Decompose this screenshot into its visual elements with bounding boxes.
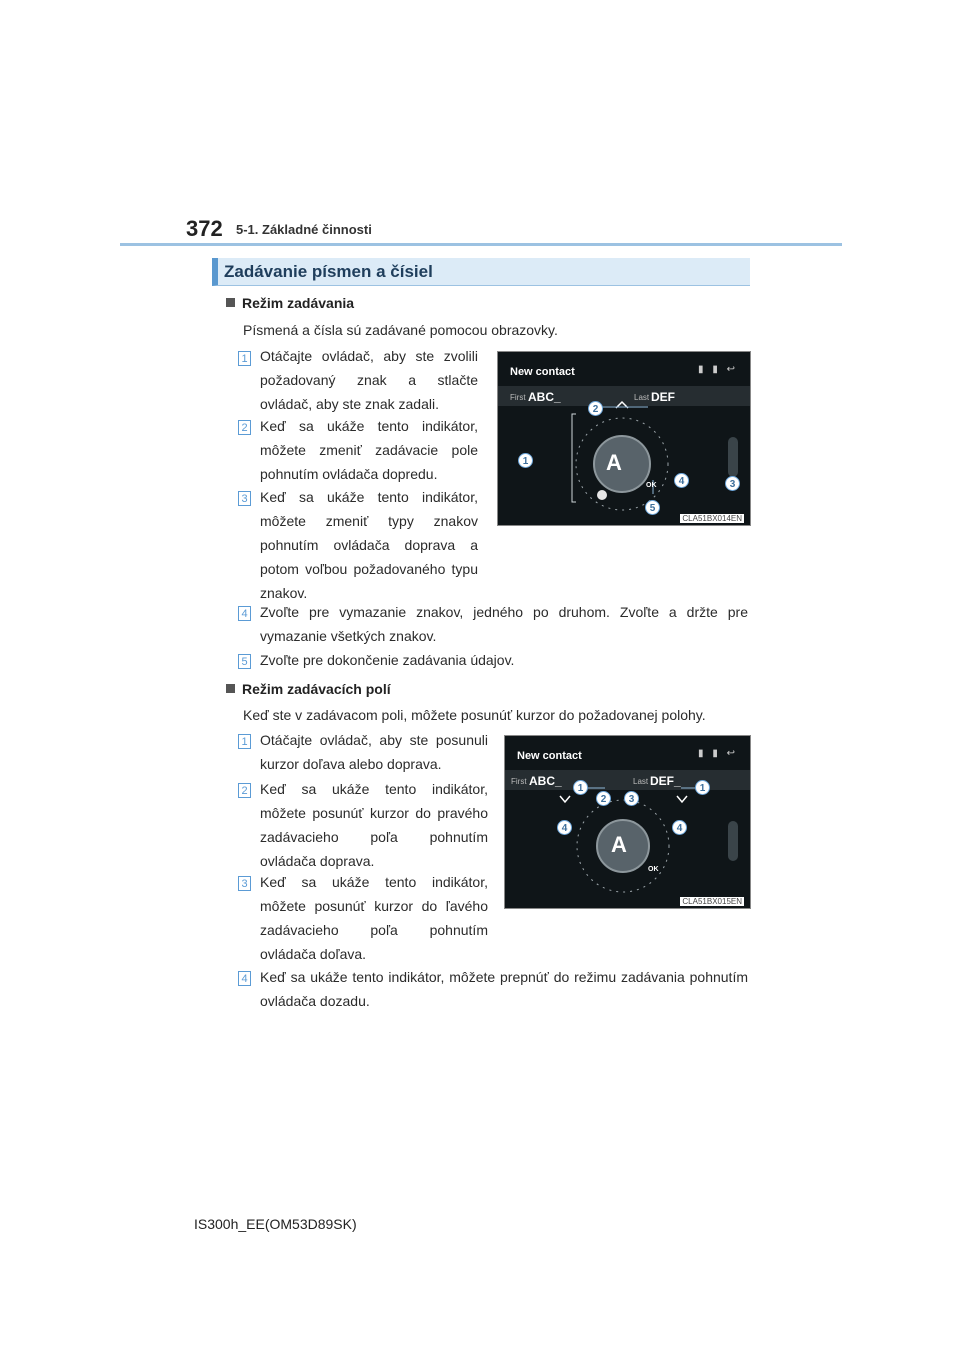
field-mode-item-4: Keď sa ukáže tento indikátor, môžete prepnúť do režimu zadávania pohnutím ovládača dozadu. <box>260 969 748 1009</box>
status-icons: ▮ ▮ ↩ <box>698 364 738 375</box>
item-number-badge: 3 <box>238 876 251 891</box>
input-mode-intro: Písmená a čísla sú zadávané pomocou obrazovky. <box>243 322 558 338</box>
figure-field-mode <box>504 735 751 909</box>
input-mode-heading-text: Režim zadávania <box>242 295 355 311</box>
field-mode-heading-text: Režim zadávacích polí <box>242 681 391 697</box>
bullet-square-icon <box>226 684 235 693</box>
last-label: Last <box>634 393 650 402</box>
header-divider <box>120 243 842 246</box>
item-number-badge: 5 <box>238 654 251 669</box>
item-number-badge: 1 <box>238 734 251 749</box>
center-letter: A <box>606 450 622 475</box>
input-mode-item-5: Zvoľte pre dokončenie zadávania údajov. <box>260 652 515 668</box>
item-number-badge: 4 <box>238 606 251 621</box>
chapter-title: 5-1. Základné činnosti <box>236 222 372 237</box>
field-mode-item-1: Otáčajte ovládač, aby ste posunuli kurzor doľava alebo doprava. <box>260 732 488 772</box>
item-number-badge: 4 <box>238 971 251 986</box>
last-label: Last <box>633 777 649 786</box>
status-icons: ▮ ▮ ↩ <box>698 748 738 759</box>
input-mode-heading <box>226 295 354 311</box>
input-mode-item-2: Keď sa ukáže tento indikátor, môžete zmeniť zadávacie pole pohnutím ovládača dopredu. <box>260 418 478 482</box>
footer-code: IS300h_EE(OM53D89SK) <box>194 1216 357 1232</box>
center-letter: A <box>611 832 627 857</box>
ok-label: OK <box>646 482 657 489</box>
last-value: DEF <box>651 390 675 404</box>
item-number-badge: 3 <box>238 491 251 506</box>
field-mode-item-3: Keď sa ukáže tento indikátor, môžete posunúť kurzor do ľavého zadávacieho poľa pohnutím ovládača doľava. <box>260 874 488 962</box>
callout-5: 5 <box>645 500 660 515</box>
callout-3: 3 <box>624 791 639 806</box>
callout-4-left: 4 <box>557 820 572 835</box>
first-value: ABC_ <box>528 390 561 404</box>
figure-code: CLA51BX014EN <box>682 514 742 523</box>
field-mode-heading <box>226 681 391 697</box>
screen-title: New contact <box>517 750 582 762</box>
screen-title: New contact <box>510 366 575 378</box>
input-mode-item-1: Otáčajte ovládač, aby ste zvolili požadovaný znak a stlačte ovládač, aby ste znak zadali. <box>260 348 478 412</box>
item-number-badge: 2 <box>238 420 251 435</box>
callout-2: 2 <box>588 401 603 416</box>
callout-2: 2 <box>596 791 611 806</box>
figure-input-mode <box>497 351 751 526</box>
callout-1-right: 1 <box>695 780 710 795</box>
first-value: ABC_ <box>529 774 562 788</box>
bullet-square-icon <box>226 298 235 307</box>
dial-graphic <box>505 736 750 908</box>
callout-1-left: 1 <box>573 780 588 795</box>
page-number: 372 <box>186 216 223 241</box>
callout-4-right: 4 <box>672 820 687 835</box>
dial-graphic <box>498 352 750 525</box>
callout-4: 4 <box>674 473 689 488</box>
first-label: First <box>511 777 527 786</box>
item-number-badge: 2 <box>238 783 251 798</box>
ok-label: OK <box>648 866 659 873</box>
last-value: DEF_ <box>650 774 681 788</box>
item-number-badge: 1 <box>238 351 251 366</box>
field-mode-intro: Keď ste v zadávacom poli, môžete posunúť kurzor do požadovanej polohy. <box>243 707 706 723</box>
field-mode-item-2: Keď sa ukáže tento indikátor, môžete posunúť kurzor do pravého zadávacieho poľa pohnutím ovládača doprava. <box>260 781 488 869</box>
input-mode-item-4: Zvoľte pre vymazanie znakov, jedného po druhom. Zvoľte a držte pre vymazanie všetkých znakov. <box>260 604 748 644</box>
section-title: Zadávanie písmen a čísiel <box>224 262 433 281</box>
input-mode-item-3: Keď sa ukáže tento indikátor, môžete zmeniť typy znakov pohnutím ovládača doprava a potom voľbou požadovaného typu znakov. <box>260 489 478 601</box>
callout-3: 3 <box>725 476 740 491</box>
callout-1: 1 <box>518 453 533 468</box>
first-label: First <box>510 393 526 402</box>
figure-code: CLA51BX015EN <box>682 897 742 906</box>
